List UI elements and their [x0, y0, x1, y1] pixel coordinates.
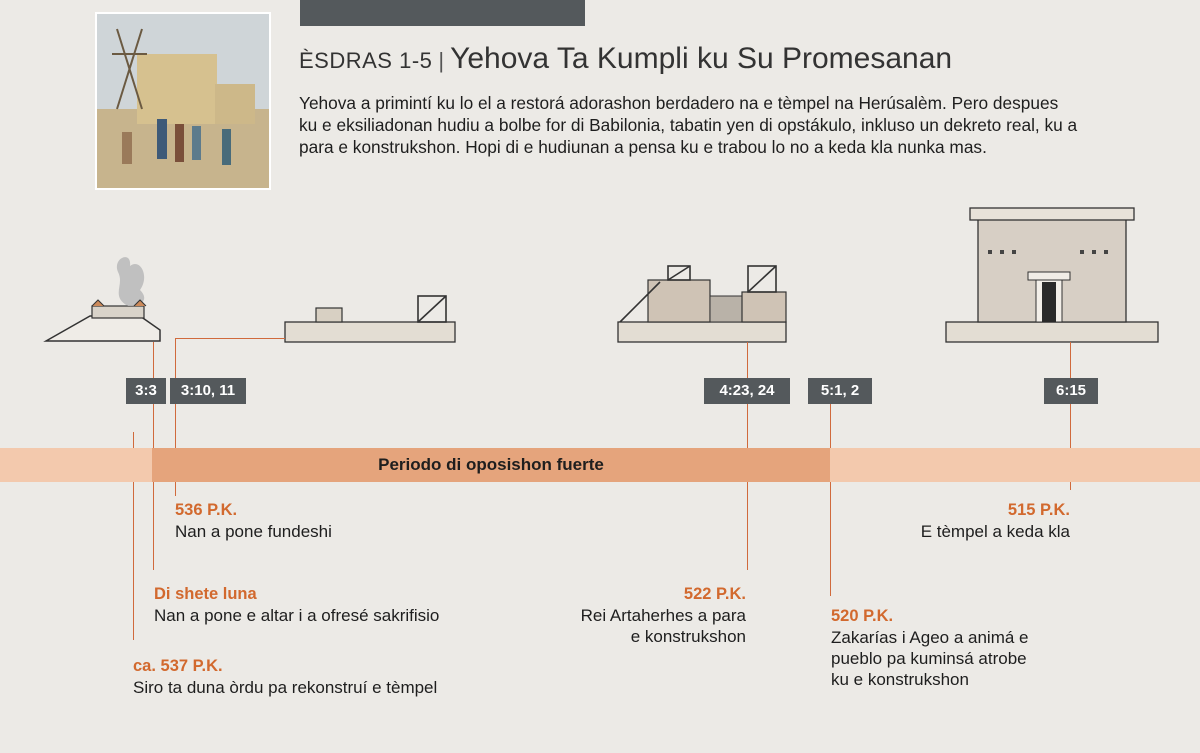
event-date: 520 P.K. [831, 607, 894, 625]
foundation-icon [285, 296, 455, 342]
tag-4-23-24: 4:23, 24 [704, 378, 790, 404]
altar-icon [46, 257, 160, 341]
page-title [299, 42, 952, 76]
event-515 [860, 500, 1070, 542]
event-date: 515 P.K. [1007, 501, 1070, 519]
title-text: Yehova Ta Kumpli ku Su Promesanan [450, 42, 953, 75]
event-text: E tèmpel a keda kla [920, 522, 1070, 541]
tag-3-10-11: 3:10, 11 [170, 378, 246, 404]
tag-6-15: 6:15 [1044, 378, 1098, 404]
intro-paragraph: Yehova a primintí ku lo el a restorá adorashon berdadero na e tèmpel na Herúsalèm. Pero despues ku e eksiliadonan hudiu a bolbe for di Babilonia, tabatin yen di opstákulo, inkluso un dekreto real, ku a para e konstrukshon. Hopi di e hudiunan a pensa ku e trabou lo no a keda kla nunka mas. [299, 93, 1078, 157]
event-522 [520, 584, 746, 647]
event-date: ca. 537 P.K. [133, 657, 223, 675]
event-text: Nan a pone fundeshi [175, 522, 332, 541]
event-date: Di shete luna [154, 585, 257, 603]
event-text: Siro ta duna òrdu pa rekonstruí e tèmpel [133, 678, 438, 697]
title-separator: | [438, 48, 445, 73]
bible-reference: ÈSDRAS 1-5 [299, 48, 433, 73]
completed-temple-icon [946, 208, 1158, 342]
tag-3-3: 3:3 [126, 378, 166, 404]
event-537 [133, 656, 437, 698]
connector-5-1 [830, 404, 831, 596]
event-520 [831, 606, 1029, 690]
header-bar [300, 0, 585, 26]
tag-5-1-2: 5:1, 2 [808, 378, 872, 404]
builders-illustration [95, 12, 271, 190]
opposition-period-label: Periodo di oposishon fuerte [378, 455, 604, 474]
event-text: Rei Artaherhes a para e konstrukshon [580, 606, 746, 646]
connector-3-10-h [175, 338, 285, 339]
timeline-illustrations [0, 195, 1200, 355]
event-date: 536 P.K. [175, 501, 238, 519]
event-text: Nan a pone e altar i a ofresé sakrifisio [154, 606, 440, 625]
partial-walls-icon [618, 266, 786, 342]
event-date: 522 P.K. [683, 585, 746, 603]
event-text: Zakarías i Ageo a animá e pueblo pa kuminsá atrobe ku e konstrukshon [831, 628, 1029, 689]
event-536 [175, 500, 332, 542]
event-seventh-month [154, 584, 439, 626]
